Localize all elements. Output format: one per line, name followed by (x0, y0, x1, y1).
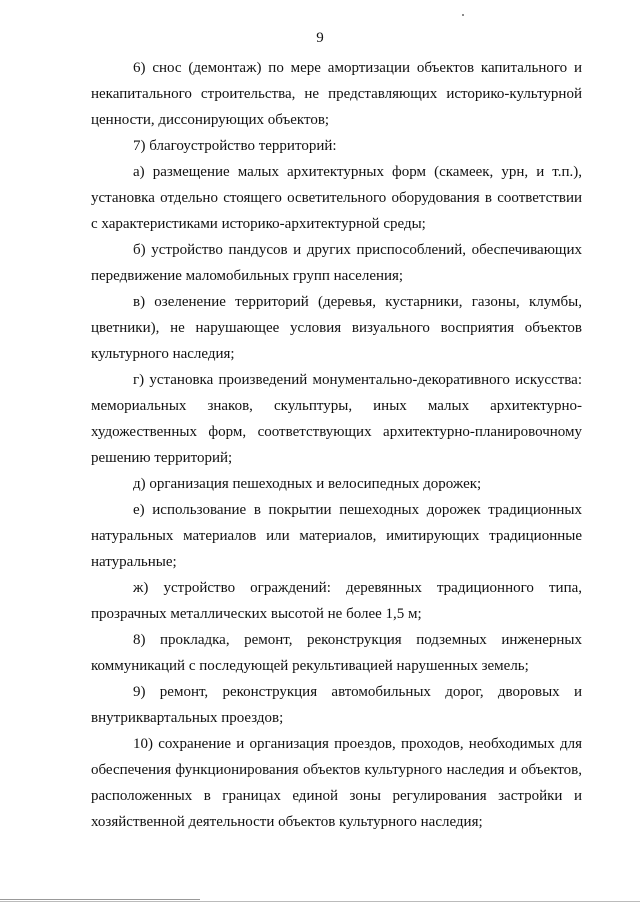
page-number: 9 (316, 30, 324, 46)
scan-edge-line (0, 901, 640, 902)
paragraph-7b-ramps: б) устройство пандусов и других приспособлений, обеспечивающих передвижение маломобильных групп населения; (91, 242, 582, 284)
paragraph-7a-small-forms: а) размещение малых архитектурных форм (скамеек, урн, и т.п.), установка отдельно стоящего осветительного оборудования в соответствии с характеристиками историко-архитектурной среды; (91, 164, 582, 232)
paragraph-7e-materials: е) использование в покрытии пешеходных дорожек традиционных натуральных материалов или материалов, имитирующих традиционные натуральные; (91, 502, 582, 570)
scan-edge-line (0, 899, 200, 900)
paragraph-8-utilities: 8) прокладка, ремонт, реконструкция подземных инженерных коммуникаций с последующей рекультивацией нарушенных земель; (91, 632, 582, 674)
paragraph-7zh-fences: ж) устройство ограждений: деревянных традиционного типа, прозрачных металлических высотой не более 1,5 м; (91, 580, 582, 622)
paragraph-7g-monumental-art: г) установка произведений монументально-декоративного искусства: мемориальных знаков, скульптуры, иных малых архитектурно-художественных форм, соответствующих архитектурно-планировочному решению территорий; (91, 372, 582, 466)
paragraph-6-demolition: 6) снос (демонтаж) по мере амортизации объектов капитального и некапитального строительства, не представляющих историко-культурной ценности, диссонирующих объектов; (91, 60, 582, 128)
paragraph-7v-greening: в) озеленение территорий (деревья, кустарники, газоны, клумбы, цветники), не нарушающее условия визуального восприятия объектов культурного наследия; (91, 294, 582, 362)
paragraph-7d-paths: д) организация пешеходных и велосипедных дорожек; (133, 476, 482, 492)
paragraph-7-landscaping: 7) благоустройство территорий: (133, 138, 337, 154)
scan-speck (462, 14, 464, 16)
paragraph-10-passages: 10) сохранение и организация проездов, проходов, необходимых для обеспечения функционирования объектов культурного наследия и объектов, расположенных в границах единой зоны регулирования застройки и хозяйственной деятельности объектов культурного наследия; (91, 736, 582, 830)
paragraph-9-roads: 9) ремонт, реконструкция автомобильных дорог, дворовых и внутриквартальных проездов; (91, 684, 582, 726)
document-body (91, 55, 582, 835)
